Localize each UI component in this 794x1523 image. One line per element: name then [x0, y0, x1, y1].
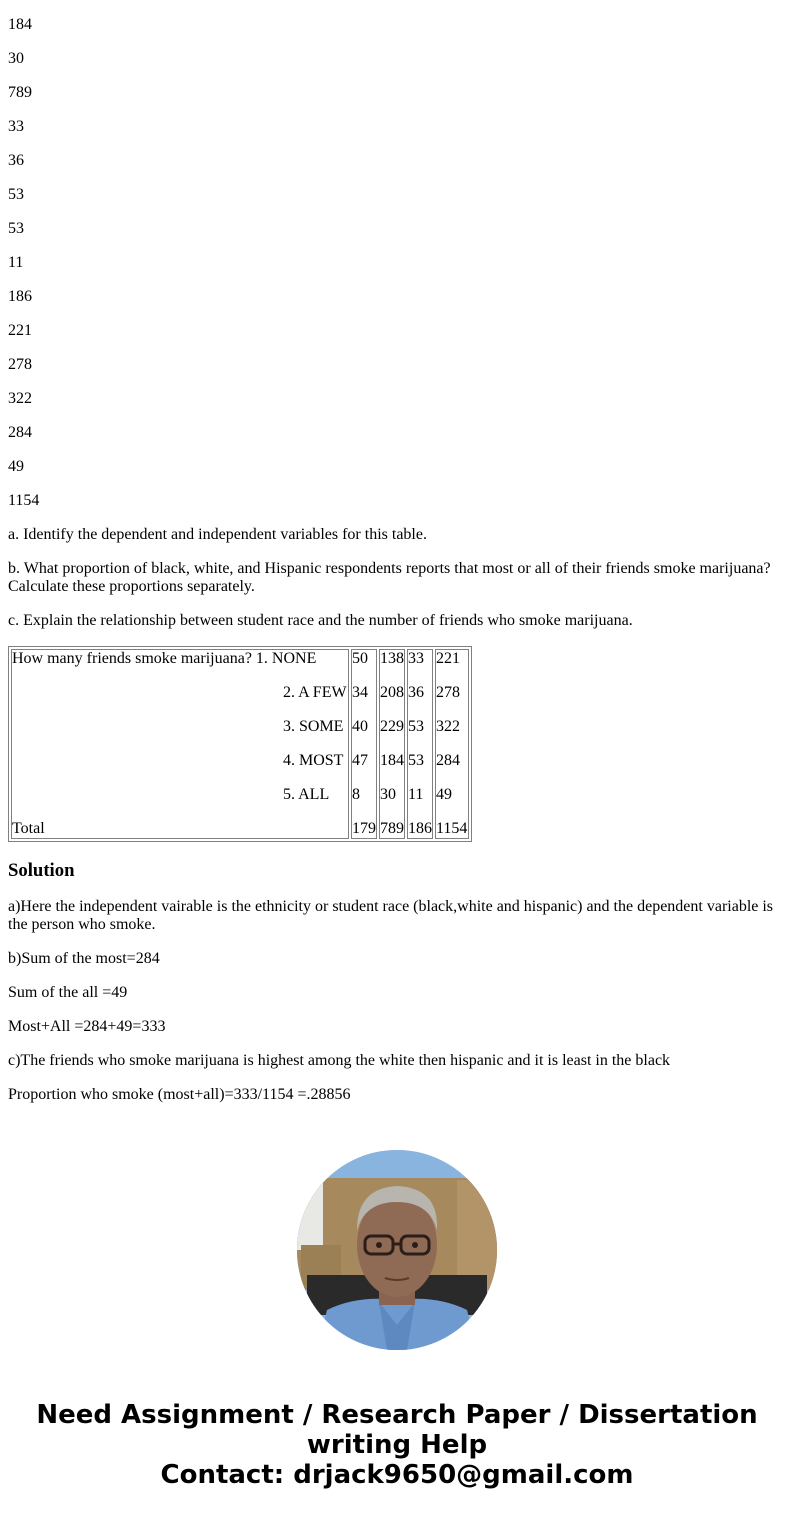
table-cell: 284	[436, 752, 460, 769]
number-item: 186	[8, 288, 32, 305]
number-item: 789	[8, 84, 32, 101]
solution-line: Proportion who smoke (most+all)=333/1154 =.28856	[8, 1086, 351, 1103]
promo-contact: Contact: drjack9650@gmail.com	[160, 1460, 634, 1490]
number-item: 53	[8, 186, 24, 203]
number-item: 53	[8, 220, 24, 237]
column-total	[435, 649, 469, 839]
number-item: 36	[8, 152, 24, 169]
table-cell: 47	[352, 752, 368, 769]
promo-line-1: Need Assignment / Research Paper / Dissertation	[36, 1400, 758, 1430]
row-labels-cell	[11, 649, 349, 839]
solution-line: Most+All =284+49=333	[8, 1018, 166, 1035]
solution-line: a)Here the independent vairable is the ethnicity or student race (black,white and hispanic) and the dependent variable is the person who smoke.	[8, 898, 774, 933]
table-cell: 789	[380, 820, 404, 837]
number-item: 221	[8, 322, 32, 339]
row-label: 5. ALL	[283, 786, 330, 803]
table-cell: 1154	[436, 820, 468, 837]
solution-body	[8, 898, 786, 1104]
column-white	[379, 649, 405, 839]
table-cell: 40	[352, 718, 368, 735]
number-list	[8, 16, 786, 510]
promo-line-2: writing Help	[306, 1430, 488, 1460]
table-row	[11, 649, 469, 839]
table-cell: 322	[436, 718, 460, 735]
table-cell: 186	[408, 820, 432, 837]
total-label: Total	[12, 820, 45, 837]
number-item: 1154	[8, 492, 40, 509]
row-label: 2. A FEW	[283, 684, 347, 701]
number-item: 30	[8, 50, 24, 67]
number-item: 11	[8, 254, 24, 271]
table-cell: 53	[408, 752, 424, 769]
bottom-spacer	[0, 1490, 794, 1520]
table-cell: 208	[380, 684, 404, 701]
row-label: 4. MOST	[283, 752, 344, 769]
table-cell: 34	[352, 684, 368, 701]
table-cell: 53	[408, 718, 424, 735]
number-item: 184	[8, 16, 32, 33]
table-cell: 184	[380, 752, 404, 769]
table-cell: 138	[380, 650, 404, 667]
column-black	[351, 649, 377, 839]
table-cell: 11	[408, 786, 424, 803]
table-cell: 221	[436, 650, 460, 667]
number-item: 278	[8, 356, 32, 373]
solution-line: Sum of the all =49	[8, 984, 128, 1001]
solution-line: c)The friends who smoke marijuana is highest among the white then hispanic and it is least in the black	[8, 1052, 671, 1069]
table-cell: 229	[380, 718, 404, 735]
table-cell: 179	[352, 820, 376, 837]
question-b: b. What proportion of black, white, and Hispanic respondents reports that most or all of their friends smoke marijuana? Calculate these proportions separately.	[8, 560, 771, 595]
table-cell: 8	[352, 786, 360, 803]
row-label: 3. SOME	[283, 718, 344, 735]
table-cell: 49	[436, 786, 452, 803]
number-item: 322	[8, 390, 32, 407]
solution-heading: Solution	[8, 860, 75, 881]
table-cell: 36	[408, 684, 424, 701]
promo-banner	[0, 1400, 794, 1490]
table-cell: 50	[352, 650, 368, 667]
question-a: a. Identify the dependent and independent variables for this table.	[8, 526, 427, 543]
question-label: How many friends smoke marijuana? 1. NONE	[12, 650, 317, 667]
solution-line: b)Sum of the most=284	[8, 950, 160, 967]
frequency-table	[8, 646, 472, 842]
table-cell: 30	[380, 786, 396, 803]
page-content	[0, 16, 794, 1104]
column-hispanic	[407, 649, 433, 839]
profile-section	[0, 1150, 794, 1350]
number-item: 49	[8, 458, 24, 475]
table-cell: 33	[408, 650, 424, 667]
number-item: 33	[8, 118, 24, 135]
question-c: c. Explain the relationship between student race and the number of friends who smoke marijuana.	[8, 612, 633, 629]
number-item: 284	[8, 424, 32, 441]
table-cell: 278	[436, 684, 460, 701]
questions	[8, 526, 786, 630]
person-photo-avatar-icon	[297, 1150, 497, 1350]
